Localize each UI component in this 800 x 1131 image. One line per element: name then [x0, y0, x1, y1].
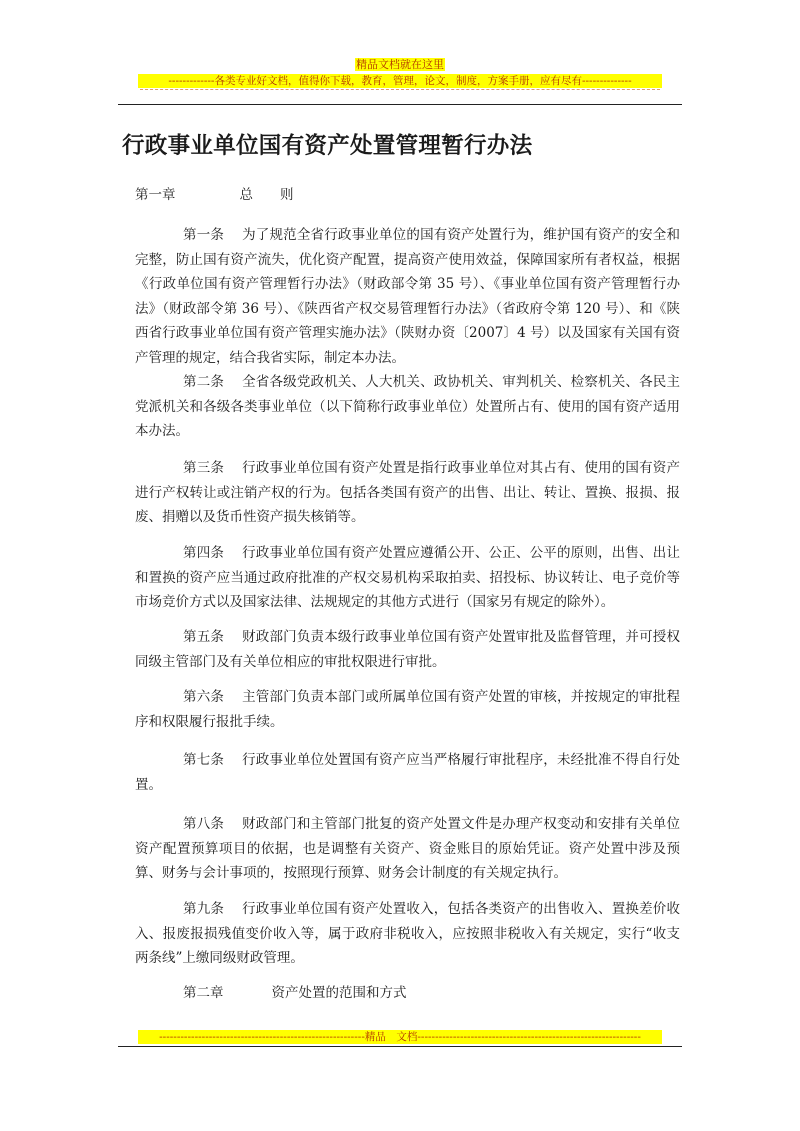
- article-number: 第三条: [183, 460, 225, 476]
- article-3: [135, 456, 680, 530]
- article-text: 行政事业单位国有资产处置收入，包括各类资产的出售收入、置换差价收入、报废报损残值变价收入等，属于政府非税收入，应按照非税收入有关规定，实行“收支两条线”上缴同级财政管理。: [135, 901, 681, 966]
- header-dashed-divider: [140, 89, 660, 98]
- article-text: 财政部门负责本级行政事业单位国有资产处置审批及监督管理，并可授权同级主管部门及有关单位相应的审批权限进行审批。: [135, 629, 681, 670]
- chapter-number: 第一章: [135, 187, 176, 203]
- chapter-number: 第二章: [183, 985, 224, 1001]
- chapter-title: 资产处置的范围和方式: [271, 985, 407, 1001]
- article-2: [135, 370, 680, 444]
- article-number: 第六条: [183, 689, 225, 705]
- document-title: 行政事业单位国有资产处置管理暂行办法: [122, 133, 533, 159]
- article-text: 主管部门负责本部门或所属单位国有资产处置的审核，并按规定的审批程序和权限履行报批手续。: [135, 689, 681, 730]
- article-6: [135, 685, 680, 734]
- article-7: [135, 748, 680, 797]
- article-number: 第八条: [183, 816, 225, 832]
- article-number: 第五条: [183, 629, 225, 645]
- article-number: 第七条: [183, 752, 225, 768]
- article-8: [135, 812, 680, 886]
- article-1: [135, 223, 680, 370]
- article-5: [135, 625, 680, 674]
- footer-banner: ----------------------------------------------------------精品 文档---------------------------------------------------------------: [138, 1030, 662, 1044]
- article-4: [135, 541, 680, 615]
- header-tagline: 精品文档就在这里: [356, 58, 444, 71]
- chapter-heading-1: [135, 185, 294, 205]
- article-text: 为了规范全省行政事业单位的国有资产处置行为，维护国有资产的安全和完整，防止国有资产流失，优化资产配置，提高资产使用效益，保障国家所有者权益，根据《行政单位国有资产管理暂行办法》（财政部令第 35 号）、《事业单位国有资产管理暂行办法》（财政部令第 36 号）、《陕西省产权交易管理暂行办法》（省政府令第 120 号）、和《陕西省行政事业单位国有资产管理实施办法》（陕财办资〔2007〕4 号）以及国家有关国有资产管理的规定，结合我省实际，制定本办法。: [135, 227, 681, 366]
- article-number: 第一条: [183, 227, 225, 243]
- article-text: 行政事业单位国有资产处置是指行政事业单位对其占有、使用的国有资产进行产权转让或注销产权的行为。包括各类国有资产的出售、出让、转让、置换、报损、报废、捐赠以及货币性资产损失核销等。: [135, 460, 681, 525]
- header-banner: -------------各类专业好文档，值得你下载，教育，管理，论文，制度，方案手册，应有尽有--------------: [138, 74, 662, 88]
- article-number: 第九条: [183, 901, 225, 917]
- article-9: [135, 897, 680, 971]
- article-text: 全省各级党政机关、人大机关、政协机关、审判机关、检察机关、各民主党派机关和各级各类事业单位（以下简称行政事业单位）处置所占有、使用的国有资产适用本办法。: [135, 374, 681, 439]
- chapter-heading-2: [183, 983, 407, 1003]
- header-rule: [118, 104, 682, 105]
- article-number: 第四条: [183, 545, 225, 561]
- article-text: 行政事业单位国有资产处置应遵循公开、公正、公平的原则，出售、出让和置换的资产应当通过政府批准的产权交易机构采取拍卖、招投标、协议转让、电子竞价等市场竞价方式以及国家法律、法规规定的其他方式进行（国家另有规定的除外）。: [135, 545, 681, 610]
- footer-rule: [118, 1046, 682, 1047]
- article-text: 财政部门和主管部门批复的资产处置文件是办理产权变动和安排有关单位资产配置预算项目的依据，也是调整有关资产、资金账目的原始凭证。资产处置中涉及预算、财务与会计事项的，按照现行预算、财务会计制度的有关规定执行。: [135, 816, 681, 881]
- article-text: 行政事业单位处置国有资产应当严格履行审批程序，未经批准不得自行处置。: [135, 752, 681, 793]
- chapter-title: 总 则: [239, 187, 294, 203]
- article-number: 第二条: [183, 374, 225, 390]
- header-line1: [0, 58, 800, 72]
